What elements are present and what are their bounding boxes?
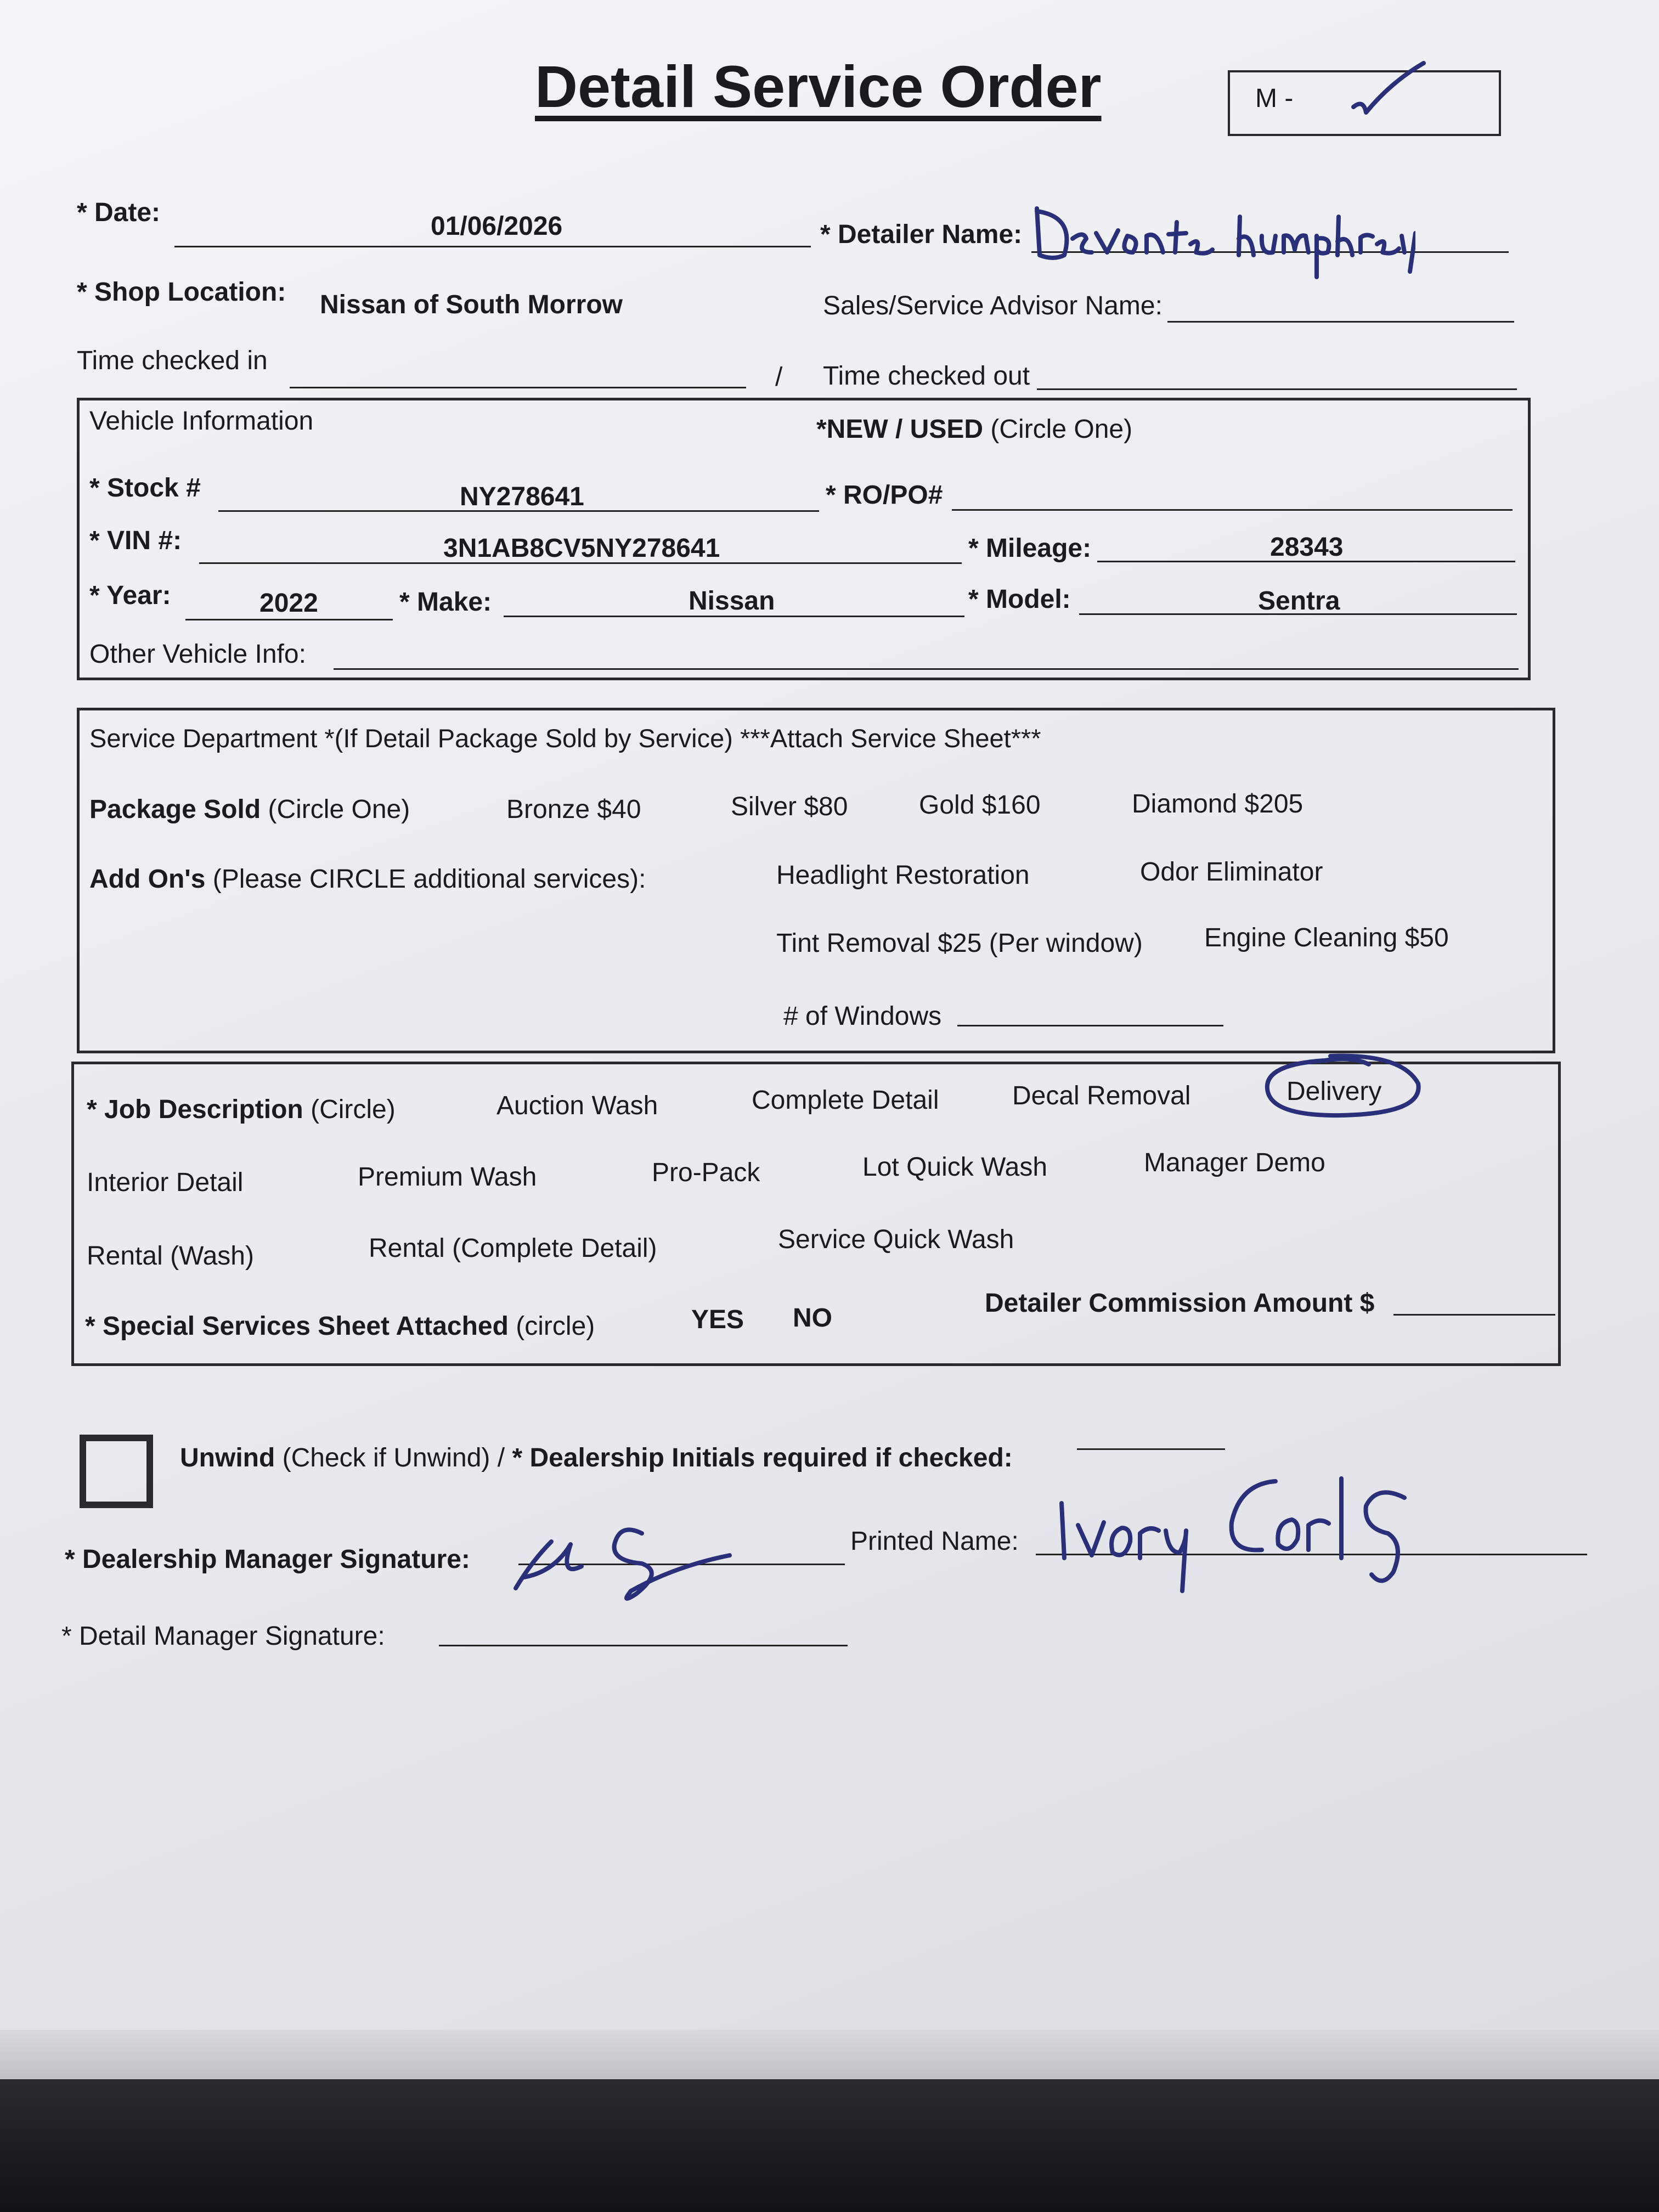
other-info-label: Other Vehicle Info: [89, 640, 306, 669]
mileage-label: * Mileage: [968, 534, 1092, 563]
package-diamond[interactable]: Diamond $205 [1132, 789, 1304, 819]
printed-name-label: Printed Name: [850, 1527, 1019, 1556]
job-complete-detail[interactable]: Complete Detail [752, 1086, 939, 1115]
job-decal-removal[interactable]: Decal Removal [1012, 1081, 1191, 1110]
special-services-label [85, 1311, 595, 1341]
unwind-label [180, 1443, 1013, 1473]
job-rental-complete-detail[interactable]: Rental (Complete Detail) [369, 1234, 657, 1263]
addons-label [89, 864, 646, 894]
job-premium-wash[interactable]: Premium Wash [358, 1163, 537, 1192]
package-sold-label [89, 794, 410, 825]
time-out-label: Time checked out [823, 362, 1030, 391]
stock-label: * Stock # [89, 473, 201, 503]
job-rental-wash[interactable]: Rental (Wash) [87, 1242, 254, 1271]
model-value: Sentra [1258, 586, 1340, 616]
mileage-value: 28343 [1270, 533, 1344, 562]
job-heading-bold: * Job Description [87, 1095, 303, 1124]
job-manager-demo[interactable]: Manager Demo [1144, 1148, 1325, 1177]
addons-instruction: (Please CIRCLE additional services): [212, 865, 646, 894]
special-yes-option[interactable]: YES [691, 1305, 744, 1334]
dealership-manager-signature-label: * Dealership Manager Signature: [65, 1545, 470, 1574]
year-label: * Year: [89, 581, 171, 610]
time-out-line[interactable] [1037, 388, 1517, 390]
advisor-label: Sales/Service Advisor Name: [823, 291, 1163, 320]
date-value: 01/06/2026 [431, 212, 563, 241]
new-used-label: *NEW / USED [816, 415, 984, 444]
model-label: * Model: [968, 585, 1071, 614]
time-slash: / [775, 363, 783, 392]
vin-label: * VIN #: [89, 526, 182, 555]
special-no-option[interactable]: NO [793, 1304, 832, 1333]
new-used-field[interactable] [816, 414, 1132, 444]
initials-label: * Dealership Initials required if checked: [512, 1443, 1013, 1472]
addon-headlight-restoration[interactable]: Headlight Restoration [776, 861, 1030, 890]
commission-label: Detailer Commission Amount $ [985, 1289, 1375, 1318]
stock-value: NY278641 [460, 482, 584, 511]
package-sold-bold: Package Sold [89, 795, 261, 824]
service-heading: Service Department *(If Detail Package Sold by Service) ***Attach Service Sheet*** [89, 724, 1041, 753]
vin-value: 3N1AB8CV5NY278641 [443, 534, 720, 563]
ro-po-line[interactable] [952, 509, 1513, 511]
new-used-instruction: (Circle One) [990, 415, 1133, 444]
detail-manager-signature-line[interactable] [439, 1645, 848, 1646]
background-surface [0, 2079, 1659, 2212]
time-in-label: Time checked in [77, 346, 268, 375]
initials-line[interactable] [1077, 1448, 1225, 1450]
unwind-instruction: (Check if Unwind) / [282, 1443, 505, 1472]
detailer-name-handwriting [1031, 200, 1415, 283]
other-info-line[interactable] [334, 668, 1519, 670]
package-sold-instruction: (Circle One) [268, 795, 410, 824]
checkmark-icon [1347, 55, 1435, 121]
package-silver[interactable]: Silver $80 [731, 792, 848, 821]
windows-line[interactable] [957, 1025, 1223, 1026]
detail-manager-signature-label [61, 1621, 385, 1651]
job-pro-pack[interactable]: Pro-Pack [652, 1158, 760, 1187]
year-line[interactable] [185, 619, 393, 620]
special-services-bold: * Special Services Sheet Attached [85, 1312, 509, 1341]
addons-bold: Add On's [89, 865, 206, 894]
make-label: * Make: [399, 588, 492, 617]
job-heading-instruction: (Circle) [311, 1095, 396, 1124]
make-value: Nissan [689, 586, 775, 616]
delivery-circle-mark [1259, 1045, 1435, 1127]
job-service-quick-wash[interactable]: Service Quick Wash [778, 1225, 1014, 1254]
ro-po-label: * RO/PO# [826, 481, 943, 510]
unwind-bold: Unwind [180, 1443, 275, 1472]
commission-line[interactable] [1393, 1314, 1555, 1316]
date-line[interactable] [174, 246, 811, 247]
date-label: * Date: [77, 198, 161, 227]
job-auction-wash[interactable]: Auction Wash [496, 1091, 658, 1120]
addon-tint-removal[interactable]: Tint Removal $25 (Per window) [776, 929, 1143, 958]
job-delivery[interactable]: Delivery [1286, 1077, 1382, 1106]
empty-checkbox-icon[interactable] [80, 1435, 153, 1508]
m-box-label: M - [1255, 84, 1294, 113]
addon-odor-eliminator[interactable]: Odor Eliminator [1140, 857, 1323, 887]
detailer-name-label: * Detailer Name: [820, 220, 1023, 249]
detail-manager-signature-text: * Detail Manager Signature: [61, 1622, 385, 1651]
form-title: Detail Service Order [535, 53, 1102, 120]
shop-location-value: Nissan of South Morrow [320, 290, 623, 319]
addon-engine-cleaning[interactable]: Engine Cleaning $50 [1204, 923, 1449, 952]
job-interior-detail[interactable]: Interior Detail [87, 1168, 244, 1197]
vehicle-heading: Vehicle Information [89, 407, 314, 436]
package-bronze[interactable]: Bronze $40 [506, 795, 641, 824]
package-gold[interactable]: Gold $160 [919, 791, 1041, 820]
time-in-line[interactable] [290, 387, 746, 388]
year-value: 2022 [259, 589, 318, 618]
advisor-line[interactable] [1167, 321, 1514, 323]
job-lot-quick-wash[interactable]: Lot Quick Wash [862, 1153, 1048, 1182]
printed-name-handwriting [1042, 1451, 1448, 1599]
windows-label: # of Windows [783, 1002, 942, 1031]
special-services-instruction: (circle) [516, 1312, 595, 1341]
shop-location-label: * Shop Location: [77, 278, 286, 307]
dealership-manager-signature-mark [510, 1511, 741, 1610]
job-heading [87, 1094, 396, 1125]
